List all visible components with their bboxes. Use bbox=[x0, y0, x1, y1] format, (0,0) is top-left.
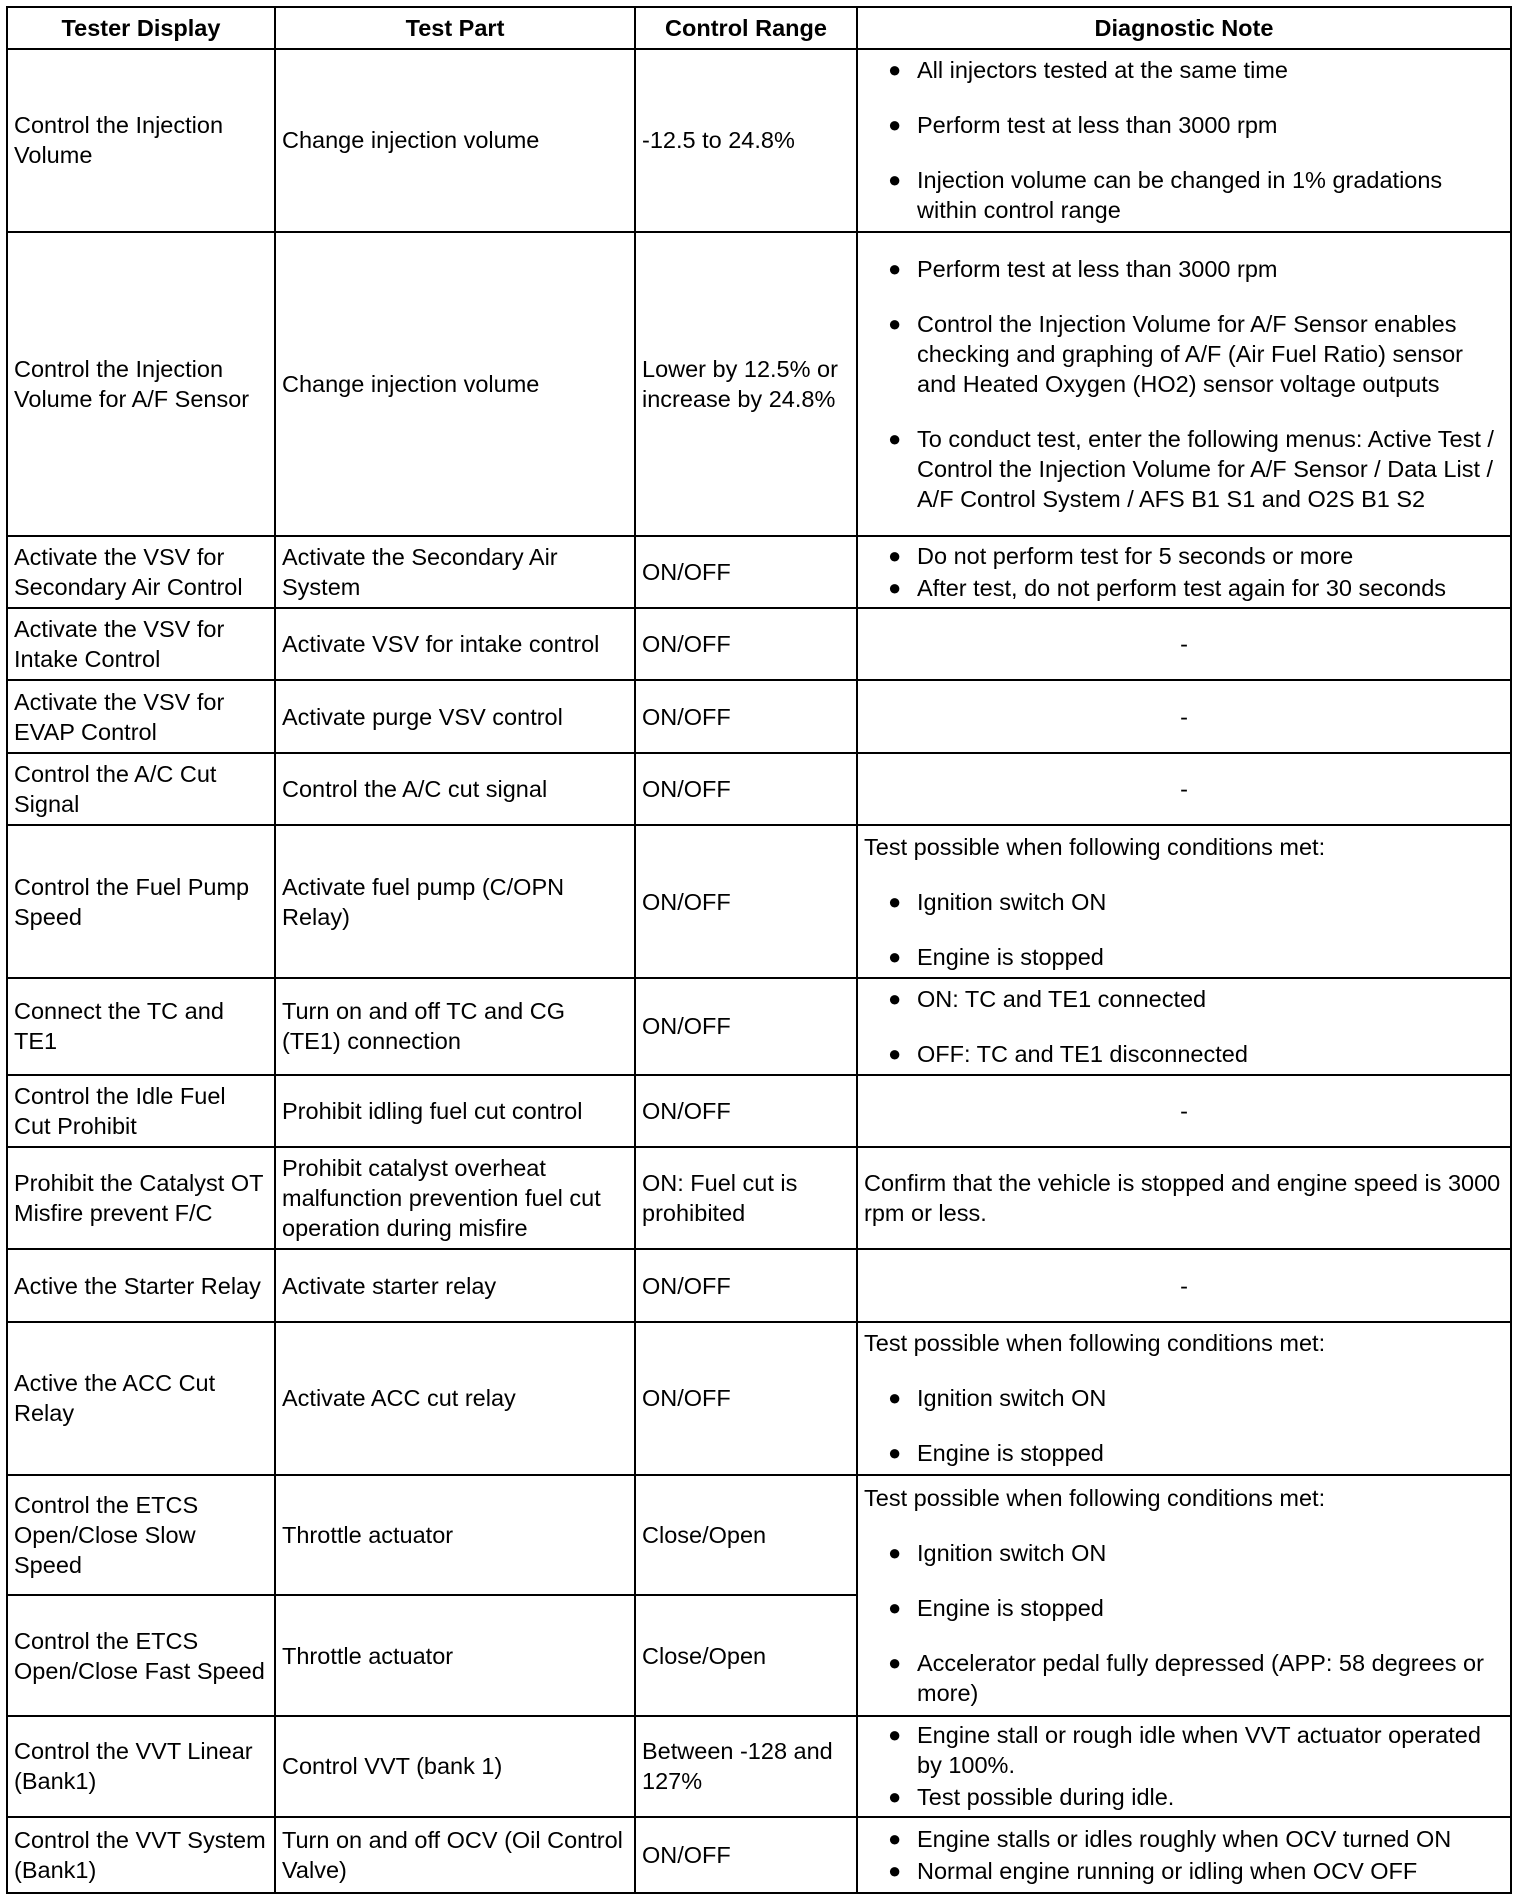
test-part-cell: Activate purge VSV control bbox=[275, 680, 635, 752]
control-range-cell: ON: Fuel cut is prohibited bbox=[635, 1147, 857, 1250]
test-part-cell: Throttle actuator bbox=[275, 1475, 635, 1596]
control-range-cell: ON/OFF bbox=[635, 536, 857, 608]
note-item: ● Engine is stopped bbox=[888, 1440, 1104, 1467]
table-row bbox=[7, 1075, 1511, 1147]
table-row bbox=[7, 1249, 1511, 1321]
condition-text: Test possible when following conditions met: bbox=[864, 1484, 1326, 1511]
test-part-cell: Activate VSV for intake control bbox=[275, 608, 635, 680]
tester-display-cell: Connect the TC and TE1 bbox=[7, 978, 275, 1075]
table-header-row bbox=[7, 7, 1511, 49]
control-range-cell: ON/OFF bbox=[635, 753, 857, 825]
tester-display-cell: Control the ETCS Open/Close Slow Speed bbox=[7, 1475, 275, 1596]
tester-display-cell: Control the Idle Fuel Cut Prohibit bbox=[7, 1075, 275, 1147]
header-diagnostic-note: Diagnostic Note bbox=[857, 7, 1511, 49]
bullet-icon: ● bbox=[888, 1784, 902, 1810]
header-test-part: Test Part bbox=[275, 7, 635, 49]
diagnostic-table-sheet bbox=[6, 6, 1510, 1894]
diagnostic-note-cell: - bbox=[857, 1075, 1511, 1147]
test-part-cell: Activate the Secondary Air System bbox=[275, 536, 635, 608]
diagnostic-note-cell bbox=[857, 825, 1511, 978]
test-part-cell: Throttle actuator bbox=[275, 1595, 635, 1716]
diagnostic-note-cell: - bbox=[857, 608, 1511, 680]
tester-display-cell: Control the VVT Linear (Bank1) bbox=[7, 1716, 275, 1817]
note-item: ● Perform test at less than 3000 rpm bbox=[888, 255, 1278, 282]
control-range-cell: ON/OFF bbox=[635, 1322, 857, 1475]
tester-display-cell: Control the VVT System (Bank1) bbox=[7, 1817, 275, 1894]
tester-display-cell: Control the ETCS Open/Close Fast Speed bbox=[7, 1595, 275, 1716]
diagnostic-note-cell bbox=[857, 49, 1511, 232]
table-row bbox=[7, 536, 1511, 608]
tester-display-cell: Prohibit the Catalyst OT Misfire prevent F/C bbox=[7, 1147, 275, 1250]
note-item: ● Test possible during idle. bbox=[888, 1784, 1175, 1811]
control-range-cell: ON/OFF bbox=[635, 825, 857, 978]
control-range-cell: -12.5 to 24.8% bbox=[635, 49, 857, 232]
condition-text: Test possible when following conditions met: bbox=[864, 833, 1326, 860]
diagnostic-note-cell: - bbox=[857, 753, 1511, 825]
diagnostic-note-cell: - bbox=[857, 680, 1511, 752]
tester-display-cell: Control the Fuel Pump Speed bbox=[7, 825, 275, 978]
table-row bbox=[7, 1322, 1511, 1475]
bullet-icon: ● bbox=[888, 1440, 902, 1466]
bullet-icon: ● bbox=[888, 542, 902, 568]
header-tester-display: Tester Display bbox=[7, 7, 275, 49]
table-row bbox=[7, 753, 1511, 825]
control-range-cell: ON/OFF bbox=[635, 1075, 857, 1147]
bullet-icon: ● bbox=[888, 167, 902, 193]
bullet-icon: ● bbox=[888, 1539, 902, 1565]
tester-display-cell: Control the Injection Volume for A/F Sensor bbox=[7, 232, 275, 536]
table-row bbox=[7, 1817, 1511, 1894]
control-range-cell: ON/OFF bbox=[635, 1249, 857, 1321]
note-item: ● Normal engine running or idling when OCV OFF bbox=[888, 1857, 1418, 1884]
test-part-cell: Change injection volume bbox=[275, 49, 635, 232]
note-item: ● Injection volume can be changed in 1% gradations within control range bbox=[888, 167, 1443, 224]
header-control-range: Control Range bbox=[635, 7, 857, 49]
test-part-cell: Control VVT (bank 1) bbox=[275, 1716, 635, 1817]
note-item: ● Engine stall or rough idle when VVT actuator operated by 100%. bbox=[888, 1722, 1481, 1779]
note-item: ● After test, do not perform test again for 30 seconds bbox=[888, 574, 1447, 601]
note-item: ● Control the Injection Volume for A/F Sensor enables checking and graphing of A/F (Air Fuel Ratio) sensor and Heated Oxygen (HO2) sensor voltage outputs bbox=[888, 310, 1463, 397]
test-part-cell: Activate fuel pump (C/OPN Relay) bbox=[275, 825, 635, 978]
table-row bbox=[7, 1716, 1511, 1817]
bullet-icon: ● bbox=[888, 1040, 902, 1066]
tester-display-cell: Active the Starter Relay bbox=[7, 1249, 275, 1321]
bullet-icon: ● bbox=[888, 1857, 902, 1883]
control-range-cell: Close/Open bbox=[635, 1595, 857, 1716]
table-row bbox=[7, 49, 1511, 232]
table-row bbox=[7, 680, 1511, 752]
note-item: ● Engine is stopped bbox=[888, 1594, 1104, 1621]
bullet-icon: ● bbox=[888, 112, 902, 138]
bullet-icon: ● bbox=[888, 310, 902, 336]
bullet-icon: ● bbox=[888, 1649, 902, 1675]
note-item: ● All injectors tested at the same time bbox=[888, 57, 1288, 84]
control-range-cell: Lower by 12.5% or increase by 24.8% bbox=[635, 232, 857, 536]
bullet-icon: ● bbox=[888, 1594, 902, 1620]
tester-display-cell: Control the Injection Volume bbox=[7, 49, 275, 232]
note-item: ● Accelerator pedal fully depressed (APP: 58 degrees or more) bbox=[888, 1649, 1484, 1706]
diagnostic-note-cell bbox=[857, 1475, 1511, 1716]
test-part-cell: Activate starter relay bbox=[275, 1249, 635, 1321]
tester-display-cell: Activate the VSV for Secondary Air Control bbox=[7, 536, 275, 608]
note-item: ● Ignition switch ON bbox=[888, 888, 1107, 915]
bullet-icon: ● bbox=[888, 1722, 902, 1748]
bullet-icon: ● bbox=[888, 57, 902, 83]
control-range-cell: ON/OFF bbox=[635, 978, 857, 1075]
tester-display-cell: Control the A/C Cut Signal bbox=[7, 753, 275, 825]
control-range-cell: Between -128 and 127% bbox=[635, 1716, 857, 1817]
test-part-cell: Prohibit idling fuel cut control bbox=[275, 1075, 635, 1147]
test-part-cell: Activate ACC cut relay bbox=[275, 1322, 635, 1475]
tester-display-cell: Active the ACC Cut Relay bbox=[7, 1322, 275, 1475]
control-range-cell: ON/OFF bbox=[635, 680, 857, 752]
note-item: ● Do not perform test for 5 seconds or more bbox=[888, 542, 1354, 569]
bullet-icon: ● bbox=[888, 943, 902, 969]
table-row bbox=[7, 825, 1511, 978]
bullet-icon: ● bbox=[888, 574, 902, 600]
note-item: ● Ignition switch ON bbox=[888, 1385, 1107, 1412]
note-item: ● ON: TC and TE1 connected bbox=[888, 985, 1207, 1012]
condition-text: Test possible when following conditions met: bbox=[864, 1330, 1326, 1357]
diagnostic-note-cell bbox=[857, 1716, 1511, 1817]
bullet-icon: ● bbox=[888, 1385, 902, 1411]
note-item: ● Engine is stopped bbox=[888, 943, 1104, 970]
control-range-cell: ON/OFF bbox=[635, 1817, 857, 1894]
table-row bbox=[7, 1475, 1511, 1596]
note-item: ● Engine stalls or idles roughly when OCV turned ON bbox=[888, 1825, 1452, 1852]
diagnostic-note-cell: - bbox=[857, 1249, 1511, 1321]
test-part-cell: Turn on and off OCV (Oil Control Valve) bbox=[275, 1817, 635, 1894]
test-part-cell: Prohibit catalyst overheat malfunction prevention fuel cut operation during misfire bbox=[275, 1147, 635, 1250]
diagnostic-note-cell bbox=[857, 232, 1511, 536]
test-part-cell: Turn on and off TC and CG (TE1) connection bbox=[275, 978, 635, 1075]
diagnostic-note-cell: Confirm that the vehicle is stopped and engine speed is 3000 rpm or less. bbox=[857, 1147, 1511, 1250]
table-row bbox=[7, 978, 1511, 1075]
tester-display-cell: Activate the VSV for Intake Control bbox=[7, 608, 275, 680]
diagnostic-note-cell bbox=[857, 1817, 1511, 1894]
table-row bbox=[7, 1147, 1511, 1250]
bullet-icon: ● bbox=[888, 255, 902, 281]
diagnostic-note-cell bbox=[857, 536, 1511, 608]
note-item: ● Perform test at less than 3000 rpm bbox=[888, 112, 1278, 139]
note-item: ● OFF: TC and TE1 disconnected bbox=[888, 1040, 1248, 1067]
bullet-icon: ● bbox=[888, 425, 902, 451]
control-range-cell: ON/OFF bbox=[635, 608, 857, 680]
tester-display-cell: Activate the VSV for EVAP Control bbox=[7, 680, 275, 752]
bullet-icon: ● bbox=[888, 985, 902, 1011]
diagnostic-note-cell bbox=[857, 1322, 1511, 1475]
control-range-cell: Close/Open bbox=[635, 1475, 857, 1596]
table-row bbox=[7, 232, 1511, 536]
note-item: ● Ignition switch ON bbox=[888, 1539, 1107, 1566]
note-item: ● To conduct test, enter the following menus: Active Test / Control the Injection Volume for A/F Sensor / Data List / A/F Control System / AFS B1 S1 and O2S B1 S2 bbox=[888, 425, 1494, 512]
bullet-icon: ● bbox=[888, 888, 902, 914]
active-test-table bbox=[6, 6, 1512, 1894]
table-row bbox=[7, 608, 1511, 680]
bullet-icon: ● bbox=[888, 1825, 902, 1851]
test-part-cell: Control the A/C cut signal bbox=[275, 753, 635, 825]
diagnostic-note-cell bbox=[857, 978, 1511, 1075]
test-part-cell: Change injection volume bbox=[275, 232, 635, 536]
